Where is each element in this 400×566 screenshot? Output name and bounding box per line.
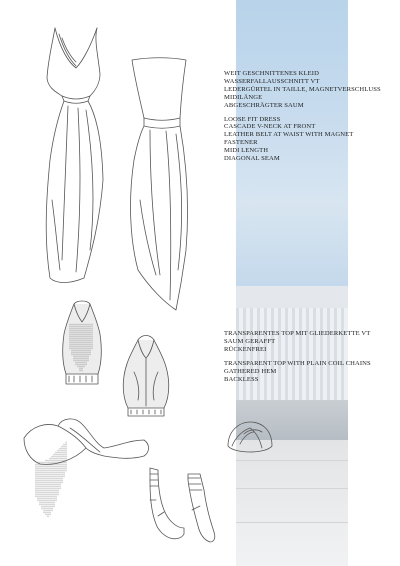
top-text-en-2: GATHERED HEM [224, 367, 277, 375]
dress-text-de-2: WASSERFALLAUSSCHNITT VT [224, 77, 320, 85]
dress-text-de-4: MIDILÄNGE [224, 93, 263, 101]
dress-text-en-4: FASTENER [224, 139, 258, 147]
turban-icon [228, 422, 272, 452]
sandal-icon [150, 468, 215, 542]
top-text-en-1: TRANSPARENT TOP WITH PLAIN COIL CHAINS [224, 359, 371, 367]
dress-text-de-3: LEDERGÜRTEL IN TAILLE, MAGNETVERSCHLUSS [224, 85, 381, 93]
dress-text-de-5: ABGESCHRÄGTER SAUM [224, 101, 304, 109]
dress-text-en-3: LEATHER BELT AT WAIST WITH MAGNET [224, 131, 354, 139]
top-text-de-3: RÜCKENFREI [224, 345, 267, 353]
top-description [224, 330, 371, 383]
dress-text-en-1: LOOSE FIT DRESS [224, 115, 281, 123]
top-back-icon [123, 336, 169, 417]
top-text-en-3: BACKLESS [224, 375, 259, 383]
chain-bag-fringe [36, 442, 66, 518]
dress-text-de-1: WEIT GESCHNITTENES KLEID [224, 70, 319, 77]
dress-text-en-2: CASCADE V-NECK AT FRONT [224, 123, 316, 131]
dress-description [224, 70, 381, 163]
dress-text-en-6: DIAGONAL SEAM [224, 155, 280, 163]
chain-bag-icon [24, 419, 149, 464]
dress-text-en-5: MIDI LENGTH [224, 147, 269, 155]
top-text-de-1: TRANSPARENTES TOP MIT GLIEDERKETTE VT [224, 330, 371, 337]
dress-front-icon [46, 28, 103, 283]
top-text-de-2: SAUM GERAFFT [224, 337, 276, 345]
dress-back-icon [131, 58, 188, 310]
